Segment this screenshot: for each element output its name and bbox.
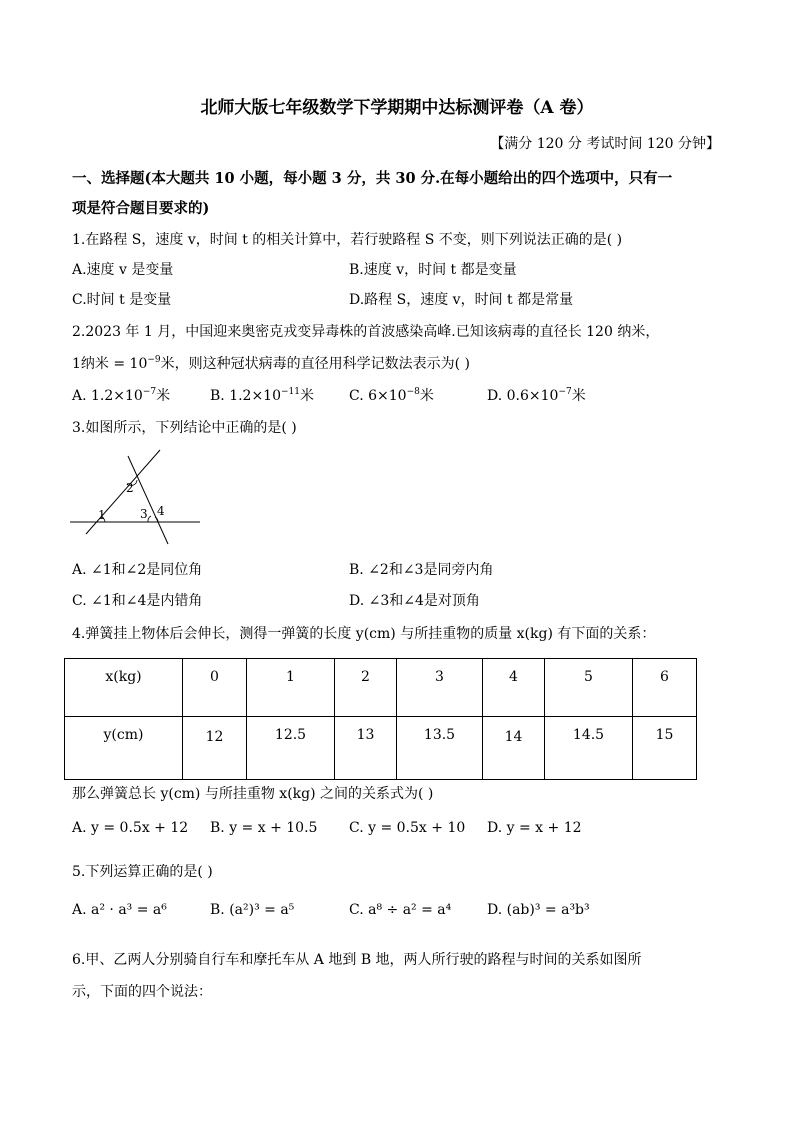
- q3-figure: [66, 446, 206, 550]
- q5-option-c: C. a⁸ ÷ a² = a⁴: [349, 902, 452, 918]
- q3-label-4: 4: [157, 504, 165, 518]
- q4-option-b: B. y = x + 10.5: [210, 820, 318, 836]
- q6-stem-line2: 示，下面的四个说法：: [72, 984, 212, 1000]
- q2-line2-post: 米，则这种冠状病毒的直径用科学记数法表示为( ): [160, 356, 471, 372]
- q3-option-b: B. ∠2和∠3是同旁内角: [349, 562, 494, 578]
- q4-option-c: C. y = 0.5x + 10: [349, 820, 466, 836]
- q5-option-b: B. (a²)³ = a⁵: [210, 902, 295, 918]
- q1-option-d: D.路程 S，速度 v，时间 t 都是常量: [349, 292, 574, 308]
- q2-a-pre: A. 1.2×10: [72, 388, 143, 404]
- q3-arc-3: [148, 516, 151, 522]
- q2-c-pre: C. 6×10: [349, 388, 407, 404]
- q4-option-d: D. y = x + 12: [487, 820, 582, 836]
- table-cell: 3: [397, 659, 483, 717]
- q6-stem-line1: 6.甲、乙两人分别骑自行车和摩托车从 A 地到 B 地，两人所行驶的路程与时间的关系如图所: [72, 952, 642, 968]
- q3-label-2: 2: [126, 481, 134, 495]
- q4-stem: 4.弹簧挂上物体后会伸长，测得一弹簧的长度 y(cm) 与所挂重物的质量 x(kg) 有下面的关系：: [72, 626, 656, 642]
- q4-option-a: A. y = 0.5x + 12: [72, 820, 189, 836]
- q1-option-b: B.速度 v，时间 t 都是变量: [349, 262, 517, 278]
- q2-stem-line1: 2.2023 年 1 月，中国迎来奥密克戎变异毒株的首波感染高峰.已知该病毒的直径长 120 纳米，: [72, 324, 660, 340]
- table-cell: 5: [545, 659, 633, 717]
- q3-line-transversal2: [128, 456, 168, 544]
- table-cell: 12: [183, 717, 247, 780]
- q1-option-a: A.速度 v 是变量: [72, 262, 174, 278]
- q2-d-pre: D. 0.6×10: [487, 388, 559, 404]
- q5-option-d: D. (ab)³ = a³b³: [487, 902, 590, 918]
- q2-b-pre: B. 1.2×10: [210, 388, 281, 404]
- section-heading-line1: 一、选择题(本大题共 10 小题，每小题 3 分，共 30 分.在每小题给出的四个选项中，只有一: [72, 170, 673, 187]
- q2-d-post: 米: [571, 388, 586, 404]
- q2-b-exp: −11: [281, 387, 300, 397]
- q3-option-a: A. ∠1和∠2是同位角: [72, 562, 203, 578]
- exam-meta: 【满分 120 分 考试时间 120 分钟】: [490, 136, 720, 152]
- q2-a-exp: −7: [142, 387, 157, 397]
- table-row: [65, 717, 697, 780]
- exam-title: 北师大版七年级数学下学期期中达标测评卷（A 卷）: [200, 98, 594, 118]
- q2-line2-pre: 1纳米 = 10: [72, 356, 148, 372]
- q4-followup: 那么弹簧总长 y(cm) 与所挂重物 x(kg) 之间的关系式为( ): [72, 786, 434, 802]
- q2-d-exp: −7: [558, 387, 572, 397]
- q2-c-post: 米: [419, 388, 434, 404]
- q3-option-d: D. ∠3和∠4是对顶角: [349, 593, 480, 609]
- q2-option-d: [487, 388, 586, 405]
- table-cell: 2: [335, 659, 397, 717]
- q1-stem: 1.在路程 S，速度 v，时间 t 的相关计算中，若行驶路程 S 不变，则下列说法正确的是( ): [72, 232, 623, 248]
- q2-option-c: [349, 388, 434, 405]
- table-row-header-x: x(kg): [65, 659, 183, 717]
- table-cell: 1: [247, 659, 335, 717]
- q2-option-a: [72, 388, 170, 405]
- q3-label-3: 3: [140, 507, 148, 521]
- q5-stem: 5.下列运算正确的是( ): [72, 864, 213, 880]
- q4-data-table: [64, 658, 697, 780]
- q1-option-c: C.时间 t 是变量: [72, 292, 172, 308]
- section-heading-line2: 项是符合题目要求的): [72, 200, 210, 217]
- q5-option-a: A. a² · a³ = a⁶: [72, 902, 167, 918]
- table-cell: 14: [483, 717, 545, 780]
- q2-b-post: 米: [300, 388, 314, 404]
- table-row-header-y: y(cm): [65, 717, 183, 780]
- q3-label-1: 1: [98, 508, 106, 522]
- q3-stem: 3.如图所示，下列结论中正确的是( ): [72, 420, 297, 436]
- table-cell: 15: [633, 717, 697, 780]
- table-cell: 6: [633, 659, 697, 717]
- q2-stem-line2: [72, 356, 470, 373]
- table-cell: 14.5: [545, 717, 633, 780]
- table-cell: 13.5: [397, 717, 483, 780]
- table-row: [65, 659, 697, 717]
- table-cell: 13: [335, 717, 397, 780]
- table-cell: 0: [183, 659, 247, 717]
- table-cell: 4: [483, 659, 545, 717]
- q2-a-post: 米: [156, 388, 171, 404]
- table-cell: 12.5: [247, 717, 335, 780]
- q2-c-exp: −8: [406, 387, 420, 397]
- q2-line2-exp: −9: [147, 355, 161, 365]
- q2-option-b: [210, 388, 314, 405]
- q3-option-c: C. ∠1和∠4是内错角: [72, 593, 203, 609]
